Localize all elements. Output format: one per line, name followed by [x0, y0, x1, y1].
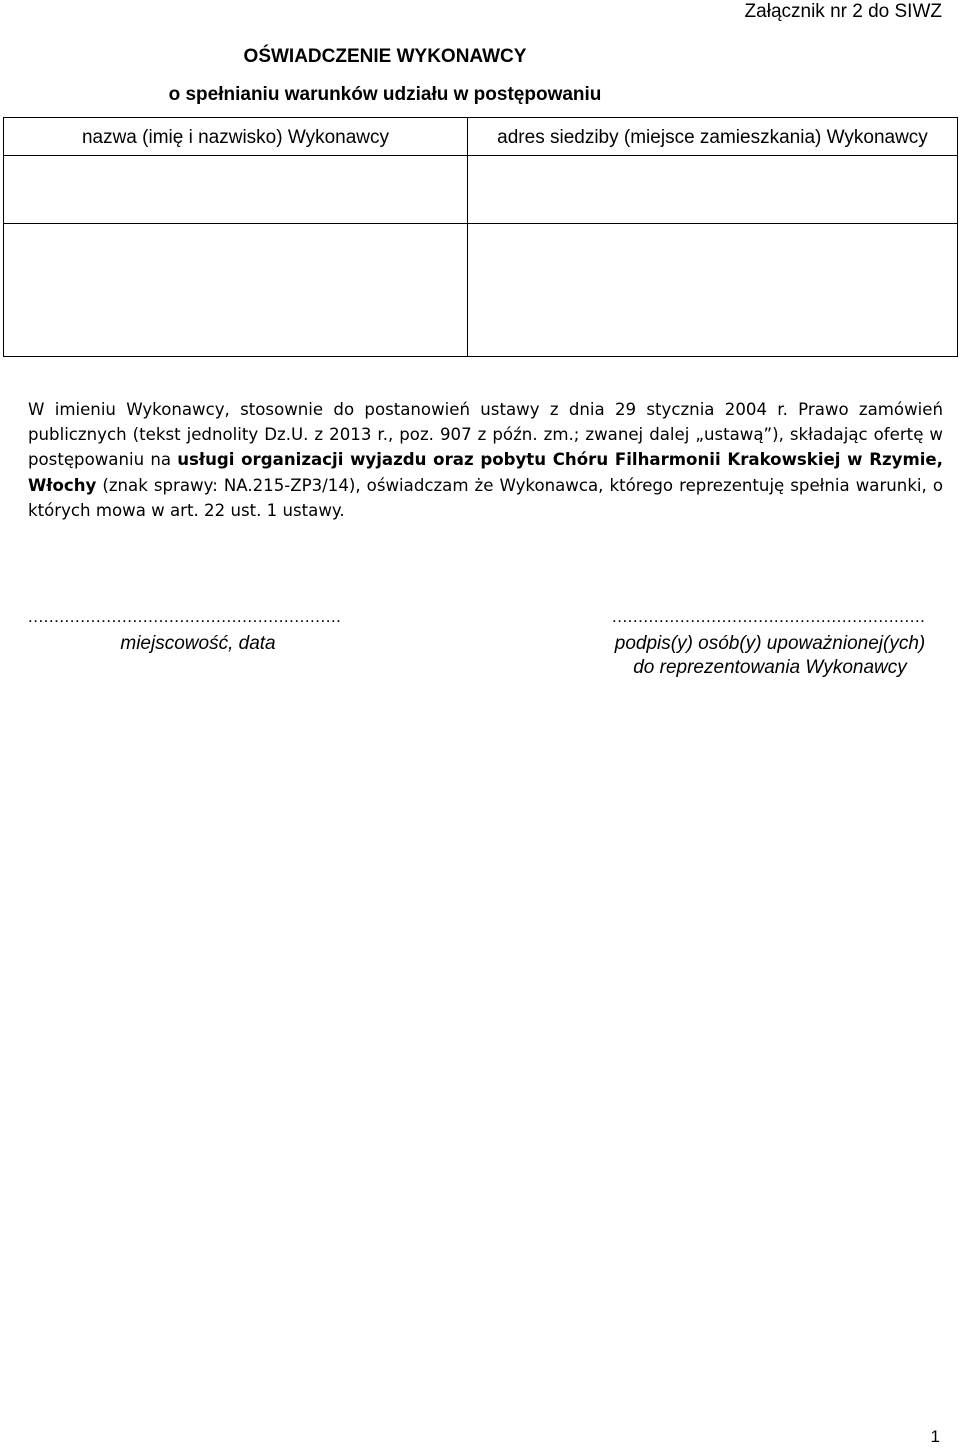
declaration-subject: usługi organizacji wyjazdu oraz pobytu Chóru Filharmonii Krakowskiej w Rzymie, Włochy	[28, 450, 943, 495]
contractor-address-field-row1[interactable]	[468, 156, 957, 224]
declaration-text-part2: (znak sprawy: NA.215-ZP3/14), oświadczam że Wykonawca, którego reprezentuję spełnia warunki, o których mowa w art. 22 ust. 1 ustawy.	[28, 475, 943, 520]
contractor-address-field-row2[interactable]	[468, 224, 957, 356]
place-date-caption: miejscowość, data	[120, 633, 276, 654]
page-number: 1	[930, 1427, 940, 1446]
signature-caption	[585, 632, 955, 680]
signature-caption-line2: do reprezentowania Wykonawcy	[633, 657, 907, 678]
contractor-table	[3, 117, 958, 357]
attachment-label: Załącznik nr 2 do SIWZ	[744, 1, 942, 22]
contractor-address-header: adres siedziby (miejsce zamieszkania) Wykonawcy	[468, 118, 957, 156]
document-subtitle: o spełnianiu warunków udziału w postępowaniu	[168, 84, 602, 105]
place-date-dotted-line: ............................................................	[28, 607, 342, 626]
contractor-name-header: nazwa (imię i nazwisko) Wykonawcy	[4, 118, 468, 156]
signature-caption-line1: podpis(y) osób(y) upoważnionej(ych)	[614, 633, 926, 654]
contractor-name-field-row2[interactable]	[4, 224, 468, 356]
signature-dotted-line: ............................................................	[612, 607, 926, 626]
document-title: OŚWIADCZENIE WYKONAWCY	[243, 46, 527, 67]
contractor-name-field-row1[interactable]	[4, 156, 468, 224]
declaration-paragraph	[28, 397, 943, 523]
declaration-text-part1: W imieniu Wykonawcy, stosownie do postanowień ustawy z dnia 29 stycznia 2004 r. Prawo zamówień publicznych (tekst jednolity Dz.U. z 2013 r., poz. 907 z późn. zm.; zwanej dalej „ustawą”), składając ofertę w postępowaniu na	[28, 400, 943, 470]
